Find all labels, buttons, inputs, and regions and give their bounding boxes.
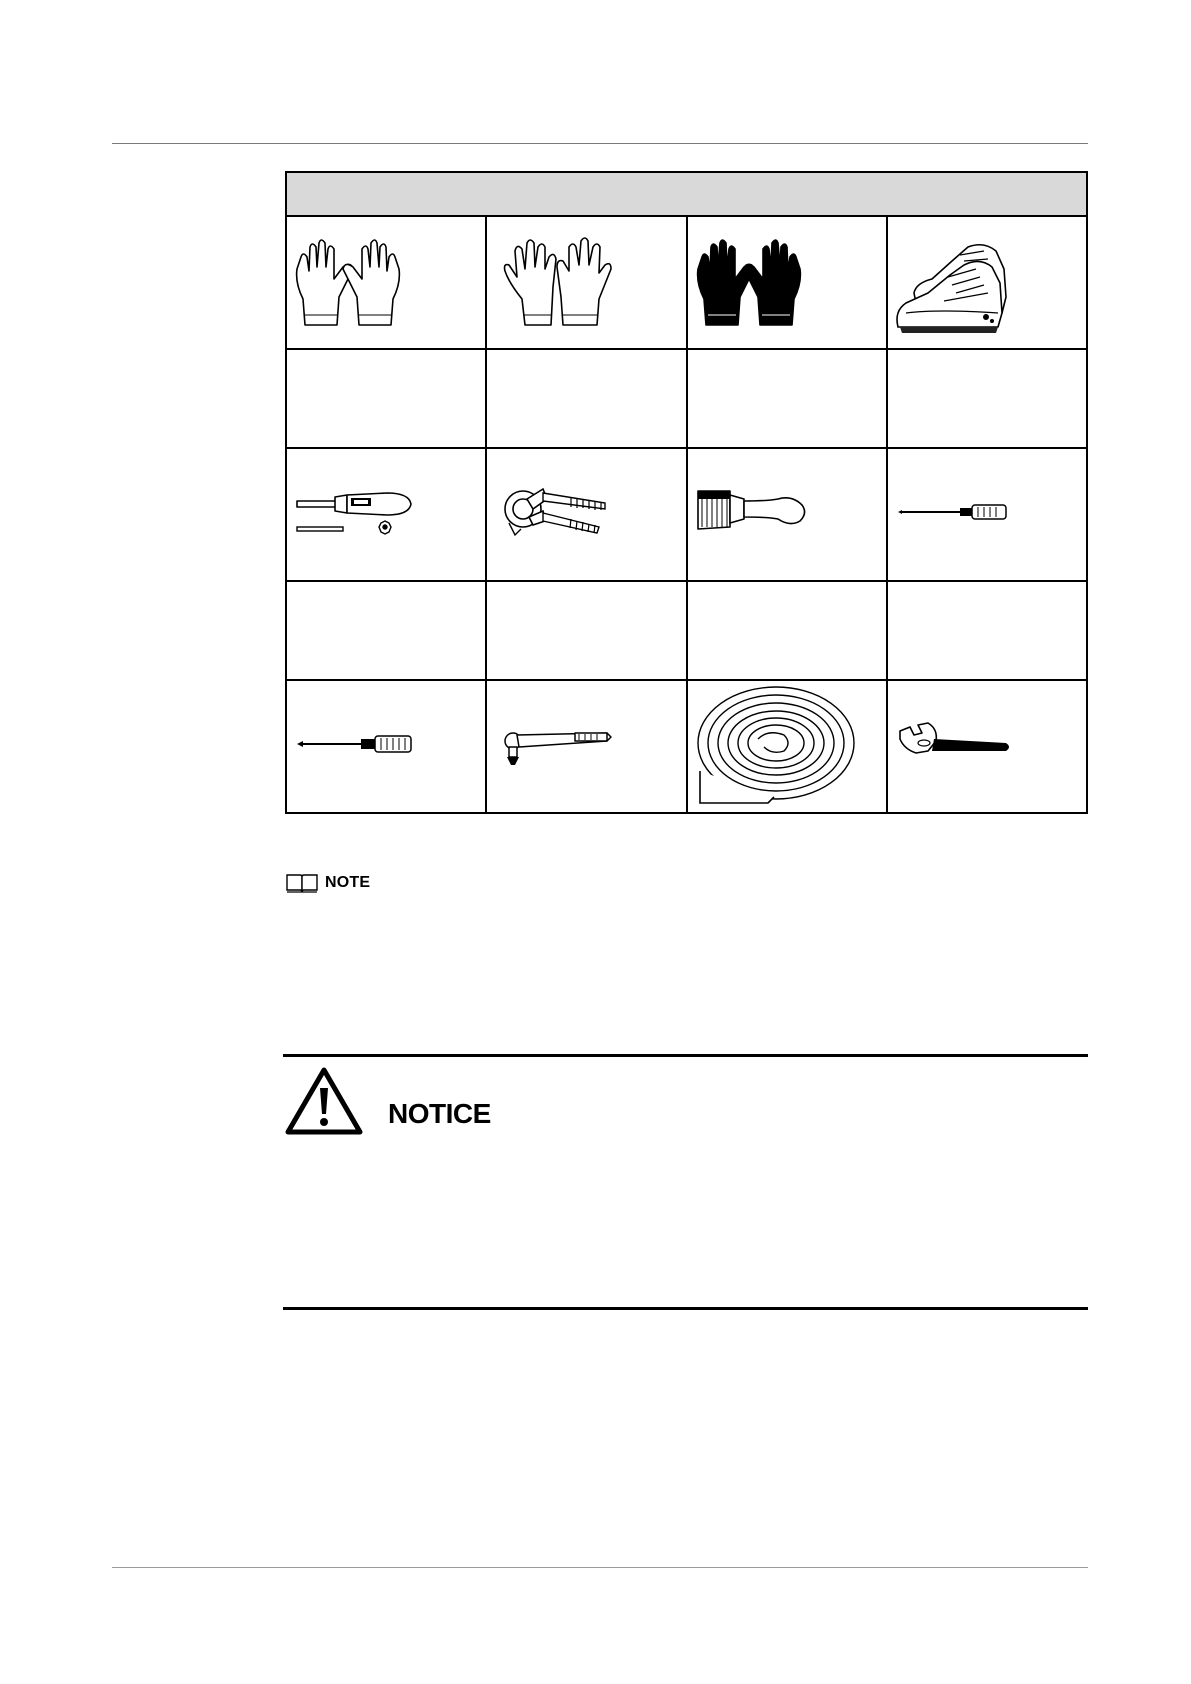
tool-cell xyxy=(286,680,486,813)
tool-cell xyxy=(486,680,686,813)
notice-bottom-rule xyxy=(283,1307,1088,1310)
warning-icon xyxy=(285,1066,363,1136)
tool-cell xyxy=(687,216,887,349)
tool-label-cell xyxy=(486,349,686,448)
book-icon xyxy=(285,872,319,894)
torque-wrench-icon xyxy=(487,681,683,812)
table-header-row xyxy=(286,172,1087,216)
tool-label-cell xyxy=(286,349,486,448)
safety-boots-icon xyxy=(888,217,1084,348)
flat-head-screwdriver-icon xyxy=(888,449,1084,580)
note-block xyxy=(285,872,370,894)
protective-gloves-icon xyxy=(287,217,483,348)
adjustable-wrench-icon xyxy=(888,681,1084,812)
tool-cell xyxy=(687,680,887,813)
cable-cutter-icon xyxy=(487,449,683,580)
footer-rule xyxy=(112,1567,1088,1568)
table-row xyxy=(286,680,1087,813)
note-label: NOTE xyxy=(325,874,371,891)
tool-label-cell xyxy=(887,349,1087,448)
tool-cell xyxy=(887,216,1087,349)
tools-table xyxy=(285,171,1088,814)
tool-label-cell xyxy=(687,581,887,680)
tool-label-cell xyxy=(687,349,887,448)
header-rule xyxy=(112,143,1088,144)
cotton-gloves-icon xyxy=(487,217,683,348)
table-row xyxy=(286,448,1087,581)
table-row xyxy=(286,581,1087,680)
tool-label-cell xyxy=(486,581,686,680)
notice-label: NOTICE xyxy=(388,1098,491,1129)
tool-cell xyxy=(486,216,686,349)
table-row xyxy=(286,349,1087,448)
tool-cell xyxy=(887,680,1087,813)
torque-screwdriver-icon xyxy=(287,449,483,580)
table-header xyxy=(286,172,1087,216)
tool-cell xyxy=(486,448,686,581)
tool-cell xyxy=(687,448,887,581)
phillips-screwdriver-icon xyxy=(287,681,483,812)
tool-cell xyxy=(286,448,486,581)
notice-top-rule xyxy=(283,1054,1088,1057)
tool-cell xyxy=(286,216,486,349)
tool-label-cell xyxy=(286,581,486,680)
tool-label-cell xyxy=(887,581,1087,680)
brush-icon xyxy=(688,449,884,580)
tool-cell xyxy=(887,448,1087,581)
insulated-gloves-icon xyxy=(688,217,884,348)
insulation-tape-icon xyxy=(688,681,884,812)
table-row xyxy=(286,216,1087,349)
